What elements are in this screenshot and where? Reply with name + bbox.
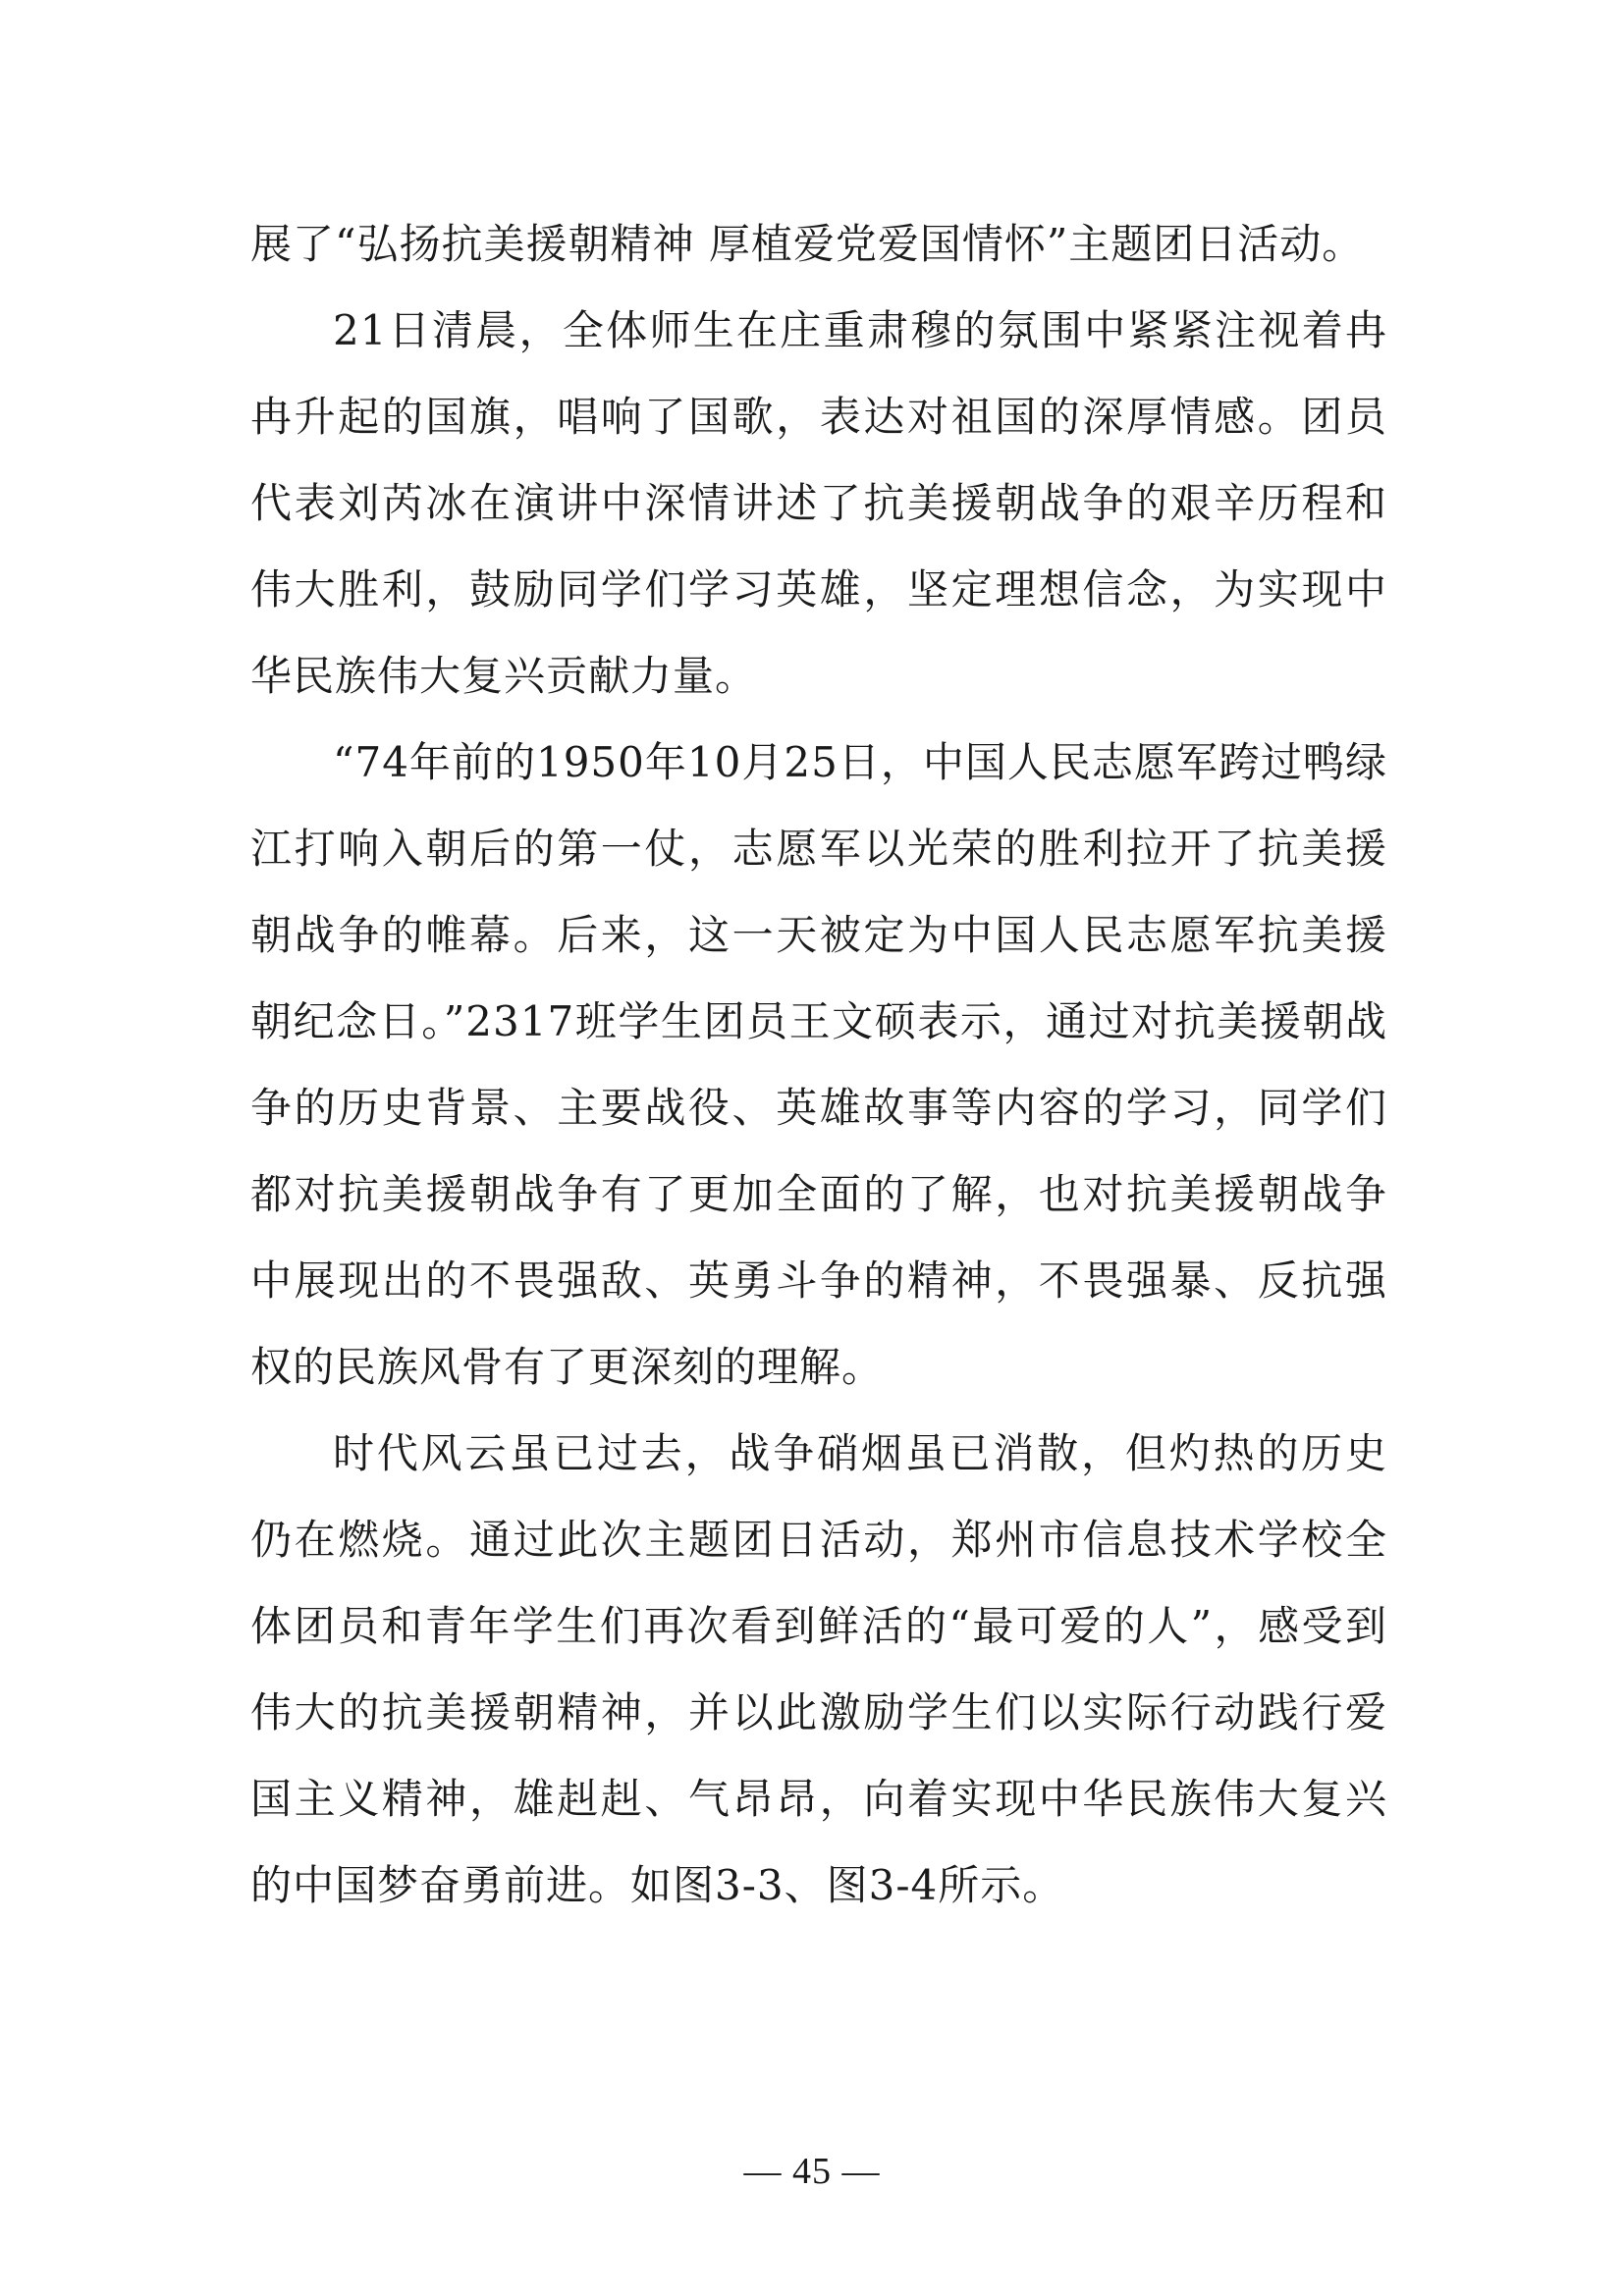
paragraph-4: 时代风云虽已过去，战争硝烟虽已消散，但灼热的历史仍在燃烧。通过此次主题团日活动，郑州市信息技术学校全体团员和青年学生们再次看到鲜活的“最可爱的人”，感受到伟大的抗美援朝精神，并以此激励学生们以实际行动践行爱国主义精神，雄赳赳、气昂昂，向着实现中华民族伟大复兴的中国梦奋勇前进。如图3-3、图3-4所示。 <box>250 1429 1387 1909</box>
page-number: — 45 — <box>743 2151 881 2192</box>
body-text <box>250 201 1387 1929</box>
paragraph-1: 展了“弘扬抗美援朝精神 厚植爱党爱国情怀”主题团日活动。 <box>250 220 1365 268</box>
paragraph-2: 21日清晨，全体师生在庄重肃穆的氛围中紧紧注视着冉冉升起的国旗，唱响了国歌，表达对祖国的深厚情感。团员代表刘芮冰在演讲中深情讲述了抗美援朝战争的艰辛历程和伟大胜利，鼓励同学们学习英雄，坚定理想信念，为实现中华民族伟大复兴贡献力量。 <box>250 306 1387 700</box>
paragraph-3: “74年前的1950年10月25日，中国人民志愿军跨过鸭绿江打响入朝后的第一仗，志愿军以光荣的胜利拉开了抗美援朝战争的帷幕。后来，这一天被定为中国人民志愿军抗美援朝纪念日。”2317班学生团员王文硕表示，通过对抗美援朝战争的历史背景、主要战役、英雄故事等内容的学习，同学们都对抗美援朝战争有了更加全面的了解，也对抗美援朝战争中展现出的不畏强敌、英勇斗争的精神，不畏强暴、反抗强权的民族风骨有了更深刻的理解。 <box>250 738 1387 1391</box>
